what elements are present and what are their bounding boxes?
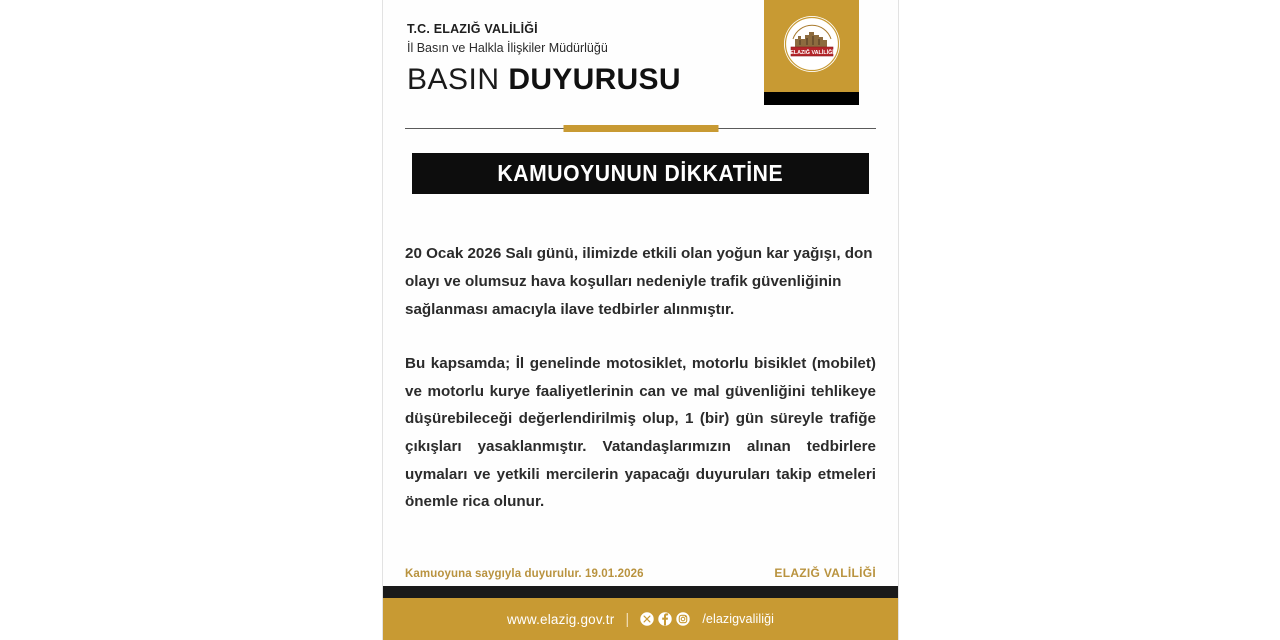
emblem-caption-text: ELAZIĞ VALİLİĞİ bbox=[789, 50, 834, 56]
social-links-group bbox=[640, 612, 690, 626]
document-header bbox=[383, 0, 898, 110]
footer-gold-bar bbox=[383, 598, 898, 640]
document-title-bold: DUYURUSU bbox=[508, 62, 681, 96]
seal-black-bar bbox=[764, 92, 859, 105]
department-name: İl Basın ve Halkla İlişkiler Müdürlüğü bbox=[407, 40, 608, 55]
website-url[interactable]: www.elazig.gov.tr bbox=[506, 611, 615, 627]
attention-banner-text: KAMUOYUNUN DİKKATİNE bbox=[497, 160, 784, 186]
divider-gold-accent bbox=[563, 125, 718, 132]
instagram-icon[interactable] bbox=[676, 612, 690, 626]
body-paragraph-2: Bu kapsamda; İl genelinde motosiklet, motorlu bisiklet (mobilet) ve motorlu kurye faaliyetlerinin can ve mal güvenliğini tehlikeye düşürebileceği değerlendirilmiş olup, 1 (bir) gün süreyle trafiğe çıkışları yasaklanmıştır. Vatandaşlarımızın alınan tedbirlere uymaları ve yetkili mercilerin yapacağı duyuruları takip etmeleri önemle rica olunur. bbox=[405, 355, 876, 511]
footer-separator: | bbox=[625, 610, 630, 628]
attention-banner bbox=[412, 153, 869, 194]
signature-authority-text: ELAZIĞ VALİLİĞİ bbox=[774, 566, 876, 580]
document-title-light: BASIN bbox=[407, 62, 500, 96]
document-title bbox=[407, 62, 727, 96]
header-divider bbox=[405, 122, 876, 136]
x-icon[interactable] bbox=[640, 612, 654, 626]
body-paragraph-1: 20 Ocak 2026 Salı günü, ilimizde etkili olan yoğun kar yağışı, don olayı ve olumsuz hava koşulları nedeniyle trafik güvenliğinin sağlanması amacıyla ilave tedbirler alınmıştır. bbox=[405, 245, 873, 318]
signature-date-text: Kamuoyuna saygıyla duyurulur. 19.01.2026 bbox=[405, 568, 644, 580]
social-handle[interactable]: /elazigvaliliği bbox=[702, 612, 775, 626]
elazig-governorship-emblem-icon bbox=[783, 15, 841, 73]
facebook-icon[interactable] bbox=[658, 612, 672, 626]
organization-name: T.C. ELAZIĞ VALİLİĞİ bbox=[407, 22, 538, 36]
footer-black-strip bbox=[383, 586, 898, 598]
document-body bbox=[405, 194, 876, 566]
signature-row bbox=[405, 566, 876, 586]
document-footer bbox=[383, 586, 898, 640]
header-text-group bbox=[407, 22, 727, 95]
press-release-document bbox=[383, 0, 898, 640]
official-seal-block bbox=[764, 0, 859, 105]
